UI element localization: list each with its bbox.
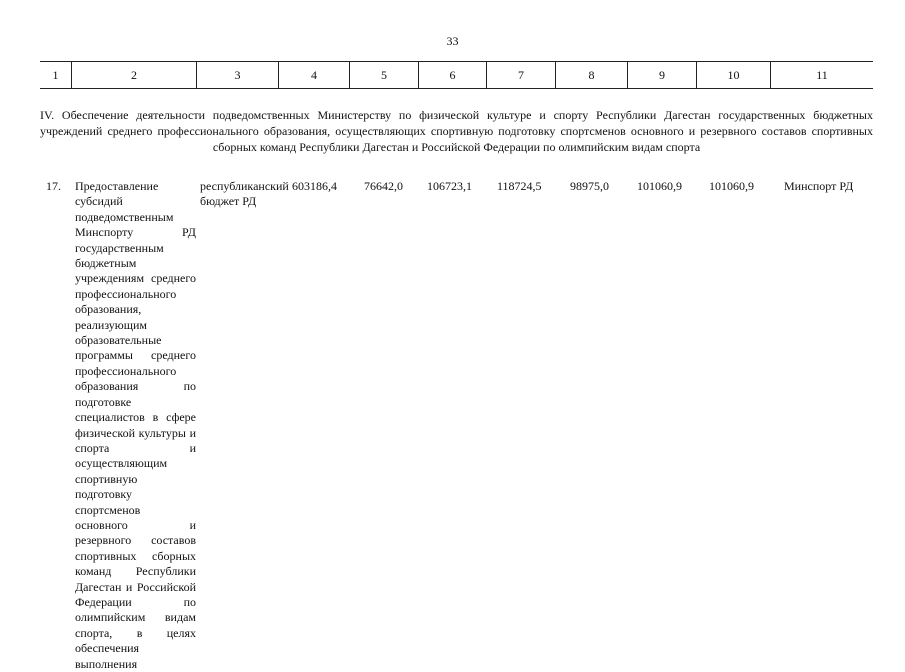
row-funding-source: республиканский бюджет РД <box>200 179 289 209</box>
column-header-4: 4 <box>279 62 350 88</box>
row-value-col9: 101060,9 <box>637 179 682 193</box>
page-number: 33 <box>446 34 459 48</box>
column-header-1: 1 <box>40 62 72 88</box>
row-value-col10: 101060,9 <box>709 179 754 193</box>
column-header-3: 3 <box>197 62 279 88</box>
column-header-2: 2 <box>72 62 197 88</box>
column-header-8: 8 <box>556 62 628 88</box>
section-heading: IV. Обеспечение деятельности подведомственных Министерству по физической культуре и спорту Республики Дагестан государственных бюджетных учреждений среднего профессионального образования, осуществляющих спортивную подготовку спортсменов основного и резервного составов спортивных сборных команд Республики Дагестан и Российской Федерации по олимпийским видам спорта <box>40 108 873 154</box>
column-header-6: 6 <box>419 62 487 88</box>
row-executor: Минспорт РД <box>784 179 854 193</box>
column-header-11: 11 <box>816 67 828 82</box>
column-header-10: 10 <box>697 62 771 88</box>
column-header-5: 5 <box>350 62 419 88</box>
row-value-col6: 106723,1 <box>427 179 472 193</box>
row-number: 17. <box>46 179 61 193</box>
column-header-7: 7 <box>487 62 556 88</box>
row-value-col5: 76642,0 <box>364 179 403 193</box>
column-number-header <box>40 61 873 89</box>
row-value-col7: 118724,5 <box>497 179 542 193</box>
column-header-9: 9 <box>628 62 697 88</box>
row-value-col8: 98975,0 <box>570 179 609 193</box>
row-description: Предоставление субсидий подведомственным Минспорту РД государственным бюджетным учреждениям среднего профессионального образования, реализующим образовательные программы среднего профессионального образования по подготовке специалистов в сфере физической культуры и спорта и осуществляющим спортивную подготовку спортсменов основного и резервного составов спортивных сборных команд Республики Дагестан и Российской Федерации по олимпийским видам спорта, в целях обеспечения выполнения <box>75 179 196 671</box>
row-value-total: 603186,4 <box>292 179 337 193</box>
